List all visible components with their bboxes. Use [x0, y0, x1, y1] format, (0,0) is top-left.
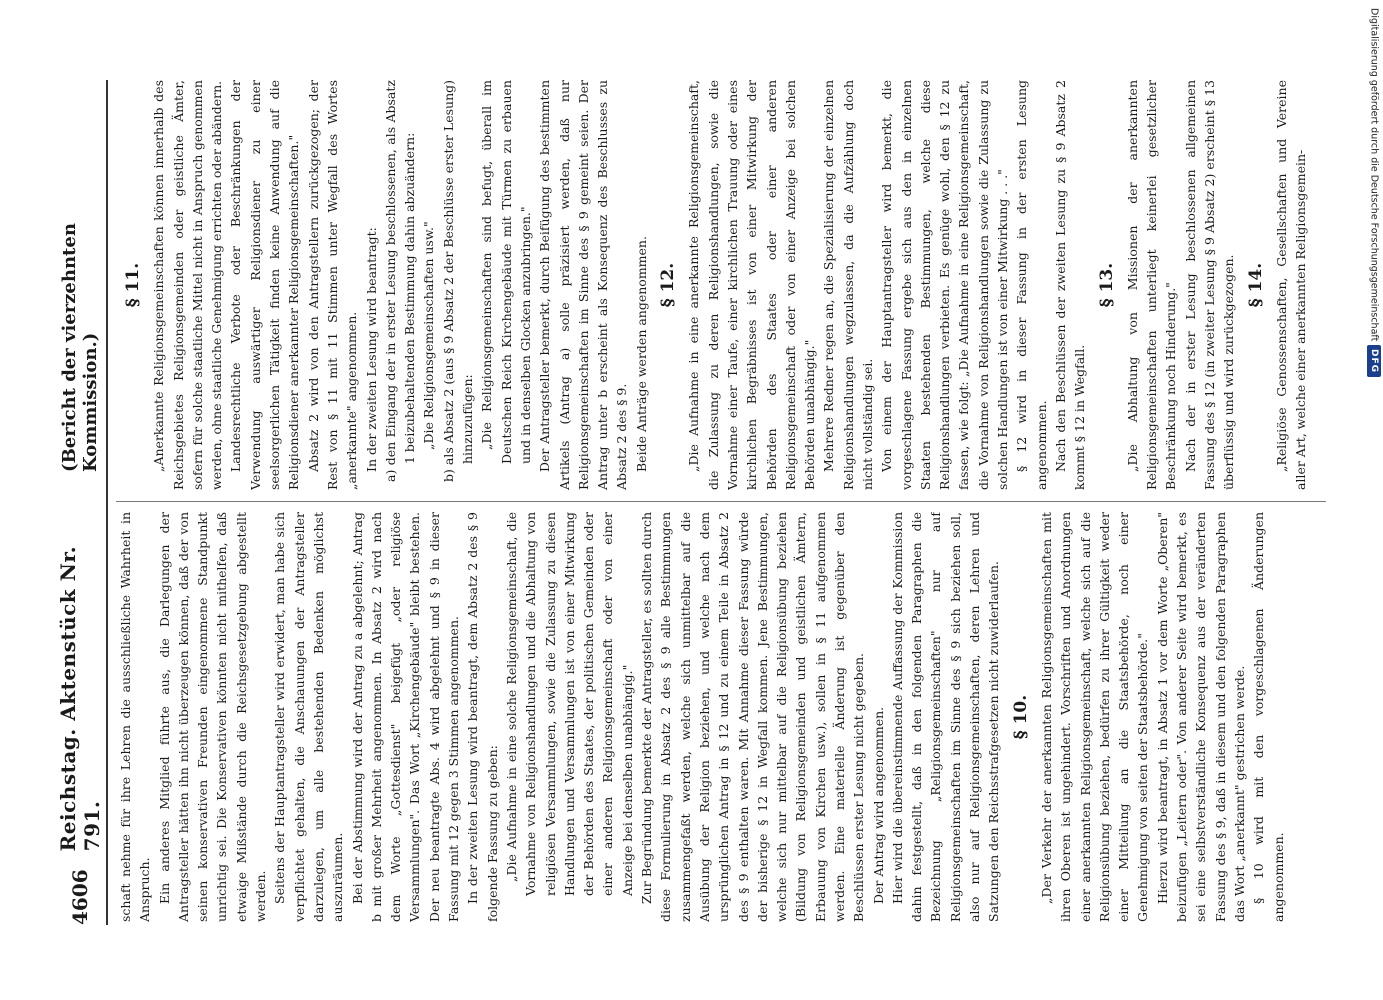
column-divider [116, 501, 1326, 502]
paragraph: Bei der Abstimmung wird der Antrag zu a abgelehnt; Antrag b mit großer Mehrheit angenommen. In Absatz 2 wird nach dem Worte „Gottesdienst" beigefügt „oder religiöse Versammlungen". Das Wort „Kirchengebäude" bleibt bestehen. Der neu beantragte Abs. 4 wird abgelehnt und § 9 in dieser Fassung mit 12 gegen 3 Stimmen angenommen. [349, 512, 462, 922]
header-rule [106, 80, 108, 925]
dfg-logo: DFG [1367, 345, 1381, 377]
paragraph: Nach der in erster Lesung beschlossenen allgemeinen Fassung des § 12 (in zweiter Lesung § 9 Absatz 2) erscheint § 13 überflüssig und wird zurückgezogen. [1182, 80, 1237, 490]
paragraph: „Die Abhaltung von Missionen der anerkannten Religionsgemeinschaften unterliegt keinerlei gesetzlicher Beschränkung noch Hinderung." [1124, 80, 1179, 490]
paragraph: „Die Aufnahme in eine solche Religionsgemeinschaft, die Vornahme von Religionshandlungen und die Abhaltung von religiösen Versammlungen, sowie die Zulassung zu diesen Handlungen und Versammlungen ist von einer Mitwirkung der Behörden des Staates, der politischen Gemeinden oder einer anderen Religionsgemeinschaft oder von einer Anzeige bei denselben unabhängig." [503, 512, 635, 896]
left-column [116, 512, 1336, 922]
paragraph: b) als Absatz 2 (aus § 9 Absatz 2 der Beschlüsse erster Lesung) hinzuzufügen: [440, 80, 476, 482]
section-heading: § 14. [1245, 262, 1266, 308]
paragraph: Zur Begründung bemerkte der Antragsteller, es sollten durch diese Formulierung in Absatz 2 des § 9 alle Bestimmungen zusammengefaßt werden, welche sich unmittelbar auf die Ausübung der Religion beziehen, und welche nach dem ursprünglichen Antrag in § 12 und zu einem Teile in Absatz 2 des § 9 enthalten waren. Mit Annahme dieser Fassung würde der bisherige § 12 in Wegfall kommen. Jene Bestimmungen, welche sich nur mittelbar auf die Religionsübung beziehen (Bildung von Religionsgemeinden und geistlichen Ämtern, Erbauung von Kirchen usw.), sollen in § 11 aufgenommen werden. Eine materielle Änderung ist gegenüber den Beschlüssen erster Lesung nicht gegeben. [639, 512, 867, 922]
paragraph: Von einem der Hauptantragsteller wird bemerkt, die vorgeschlagene Fassung ergebe sich aus den in einzelnen Staaten bestehenden Bestimmungen, welche diese Religionshandlungen verbieten. Es genüge wohl, den § 12 zu fassen, wie folgt: „Die Aufnahme in eine Religionsgemeinschaft, die Vornahme von Religionshandlungen sowie die Zulassung zu solchen Handlungen ist von einer Mitwirkung . . ." [879, 80, 1011, 490]
paragraph: Beide Anträge werden angenommen. [633, 236, 649, 472]
paragraph: § 12 wird in dieser Fassung in der ersten Lesung angenommen. [1014, 80, 1049, 490]
page-header [58, 80, 102, 925]
section-heading: § 11. [123, 262, 143, 308]
paragraph: Hier wird die übereinstimmende Auffassung der Kommission dahin festgestellt, daß in den folgenden Paragraphen die Bezeichnung „Religionsgemeinschaften" nur auf Religionsgemeinschaften im Sinne des § 9 sich beziehen soll, also nur auf Religionsgemeinschaften, deren Lehren und Satzungen den Reichsstrafgesetzen nicht zuwiderlaufen. [889, 512, 1002, 922]
paragraph: Seitens der Hauptantragsteller wird erwidert, man habe sich verpflichtet gehalten, die Anschauungen der Antragsteller darzulegen, um alle bestehenden Bedenken möglichst auszuräumen. [272, 512, 346, 922]
paragraph: „Die Aufnahme in eine anerkannte Religionsgemeinschaft, die Zulassung zu deren Religionshandlungen, sowie die Vornahme einer Taufe, einer kirchlichen Trauung oder eines kirchlichen Begräbnisses ist von einer Mitwirkung der Behörden des Staates oder einer anderen Religionsgemeinschaft oder von einer Anzeige bei solchen Behörden unabhängig." [686, 80, 818, 490]
paragraph: Absatz 2 wird von den Antragstellern zurückgezogen; der Rest von § 11 mit 11 Stimmen unter Wegfall des Wortes „anerkannte" angenommen. [305, 80, 360, 490]
paragraph: „Der Verkehr der anerkannten Religionsgemeinschaften mit ihren Oberen ist ungehindert. Vorschriften und Anordnungen einer anerkannten Religionsgemeinschaft, welche sich auf die Religionsübung beziehen, bedürfen zu ihrer Gültigkeit weder einer Mitteilung an die Staatsbehörde, noch einer Genehmigung von seiten der Staatsbehörde." [1038, 512, 1151, 922]
paragraph: Ein anderes Mitglied führte aus, die Darlegungen der Antragsteller hätten ihn nicht überzeugen können, daß der von seinen konservativen Freunden eingenommene Standpunkt unrichtig sei. Die Konservativen könnten nicht mithelfen, daß etwaige Mißstände durch die Reichsgesetzgebung abgestellt werden. [156, 512, 269, 922]
paragraph: „Die Religionsgemeinschaften usw." [421, 221, 437, 450]
paragraph: „Religiöse Genossenschaften, Gesellschaften und Vereine aller Art, welche einer anerkannten Religionsgemein- [1273, 80, 1309, 490]
paragraph: § 10 wird mit den vorgeschlagenen Änderungen angenommen. [1251, 512, 1286, 922]
paragraph: Nach den Beschlüssen der zweiten Lesung zu § 9 Absatz 2 kommt § 12 in Wegfall. [1052, 80, 1088, 490]
paragraph: Der Antrag wird angenommen. [870, 706, 886, 904]
paragraph: a) den Eingang der in erster Lesung beschlossenen, als Absatz 1 beizubehaltenden Bestimmung dahin abzuändern: [382, 80, 418, 482]
right-column [116, 80, 1336, 490]
page-number: 4606 [68, 869, 92, 925]
paragraph: Landesrechtliche Verbote oder Beschränkungen der Verwendung auswärtiger Religionsdiener zu einer seelsorgerlichen Tätigkeit finden keine Anwendung auf die Religionsdiener anerkannter Religionsgemeinschaften." [228, 80, 302, 490]
document-title: Reichstag. Aktenstück Nr. 791. [56, 545, 104, 852]
digitization-credit [1367, 8, 1381, 377]
paragraph: Hierzu wird beantragt, in Absatz 1 vor dem Worte „Oberen" beizufügen „Leitern oder". Von anderer Seite wird bemerkt, es sei eine selbstverständliche Konsequenz aus der veränderten Fassung des § 9, daß in diesem und den folgenden Paragraphen das Wort „anerkannt" gestrichen werde. [1154, 512, 1247, 922]
section-heading: § 12. [658, 262, 679, 308]
document-subtitle: (Bericht der vierzehnten Kommission.) [59, 223, 101, 472]
rotated-page [50, 0, 1360, 1000]
section-heading: § 13. [1096, 262, 1117, 308]
paragraph: Der Antragsteller bemerkt, durch Beifügung des bestimmten Artikels (Antrag a) solle präzisiert werden, daß nur Religionsgemeinschaften im Sinne des § 9 gemeint seien. Der Antrag unter b erscheint als Konsequenz des Beschlusses zu Absatz 2 des § 9. [537, 80, 630, 490]
paragraph: Mehrere Redner regen an, die Spezialisierung der einzelnen Religionshandlungen wegzulassen, da die Aufzählung doch nicht vollständig sei. [821, 80, 875, 490]
digitization-note: Digitalisierung gefördert durch die Deutsche Forschungsgemeinschaft [1368, 8, 1380, 342]
paragraph: In der zweiten Lesung wird beantragt, dem Absatz 2 des § 9 folgende Fassung zu geben: [465, 512, 500, 922]
paragraph: In der zweiten Lesung wird beantragt: [363, 227, 379, 472]
paragraph: „Die Religionsgemeinschaften sind befugt, überall im Deutschen Reich Kirchengebäude mit Türmen zu erbauen und in denselben Glocken anzubringen." [479, 80, 533, 464]
paragraph: „Anerkannte Religionsgemeinschaften können innerhalb des Reichsgebietes Religionsgemeinden oder geistliche Ämter, sofern für solche staatliche Mittel nicht in Anspruch genommen werden, ohne staatliche Genehmigung errichten oder abändern. [151, 80, 225, 490]
section-heading: § 10. [1010, 694, 1031, 740]
paragraph: schaft nehme für ihre Lehren die ausschließliche Wahrheit in Anspruch. [118, 512, 153, 922]
